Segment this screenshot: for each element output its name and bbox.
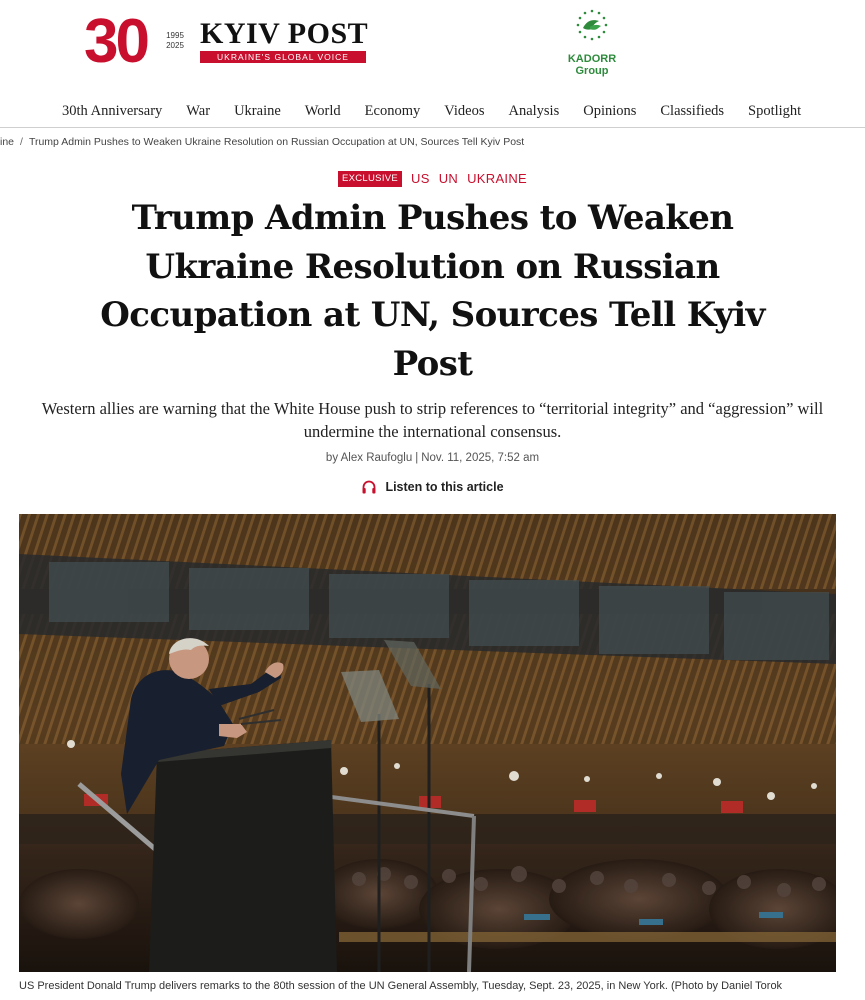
sponsor-logo[interactable]	[552, 8, 632, 78]
logo-wordmark: KYIV POST	[200, 17, 369, 50]
dove-emblem-icon	[566, 8, 618, 52]
nav-item-classifieds[interactable]: Classifieds	[660, 103, 725, 119]
nav-item-videos[interactable]: Videos	[444, 103, 485, 119]
article-dek: Western allies are warning that the White House push to strip references to “territorial integrity” and “aggression” will undermine the international consensus.	[41, 399, 824, 441]
nav-item-world[interactable]: World	[304, 103, 341, 119]
article-byline	[0, 452, 865, 464]
logo-tagline: UKRAINE'S GLOBAL VOICE	[200, 51, 366, 63]
article-tags	[0, 171, 865, 187]
tag-un[interactable]: UN	[438, 171, 459, 186]
article-hero-image[interactable]	[19, 514, 836, 972]
photo-caption: US President Donald Trump delivers remarks to the 80th session of the UN General Assembly, Tuesday, Sept. 23, 2025, in New York. (Photo by Daniel Torok	[19, 980, 783, 992]
tag-us[interactable]: US	[411, 171, 430, 186]
breadcrumb-parent-link[interactable]: ine	[0, 136, 15, 148]
sponsor-name: KADORR	[567, 53, 617, 65]
nav-item-30th-anniversary[interactable]: 30th Anniversary	[62, 103, 163, 119]
article-title: Trump Admin Pushes to Weaken Ukraine Resolution on Russian Occupation at UN, Sources Tell Kyiv Post	[100, 198, 765, 384]
nav-item-spotlight[interactable]: Spotlight	[748, 103, 802, 119]
nav-list	[62, 100, 825, 122]
nav-item-opinions[interactable]: Opinions	[583, 103, 637, 119]
main-nav	[0, 96, 865, 128]
nav-item-war[interactable]: War	[186, 103, 211, 119]
kyiv-post-logo[interactable]	[84, 7, 374, 76]
logo-anniversary-number: 30	[84, 7, 147, 76]
tag-ukraine[interactable]: UKRAINE	[467, 171, 527, 186]
listen-label: Listen to this article	[385, 480, 504, 494]
site-header	[0, 0, 865, 92]
nav-item-analysis[interactable]: Analysis	[508, 103, 560, 119]
nav-item-economy[interactable]: Economy	[364, 103, 421, 119]
un-assembly-photo	[19, 514, 836, 972]
byline-separator: |	[415, 452, 419, 464]
logo-years: 1995 2025	[166, 31, 184, 50]
breadcrumb-separator: /	[20, 136, 23, 148]
listen-to-article-button[interactable]	[0, 479, 865, 495]
nav-item-ukraine[interactable]: Ukraine	[234, 103, 281, 119]
headphone-icon	[361, 479, 377, 495]
exclusive-badge: EXCLUSIVE	[338, 171, 402, 187]
sponsor-name-line2: Group	[575, 65, 609, 77]
breadcrumb	[0, 136, 865, 148]
byline-author-link[interactable]: by Alex Raufoglu	[325, 452, 413, 464]
breadcrumb-current: Trump Admin Pushes to Weaken Ukraine Resolution on Russian Occupation at UN, Sources Tell Kyiv Post	[28, 136, 525, 148]
byline-date: Nov. 11, 2025, 7:52 am	[421, 452, 540, 464]
